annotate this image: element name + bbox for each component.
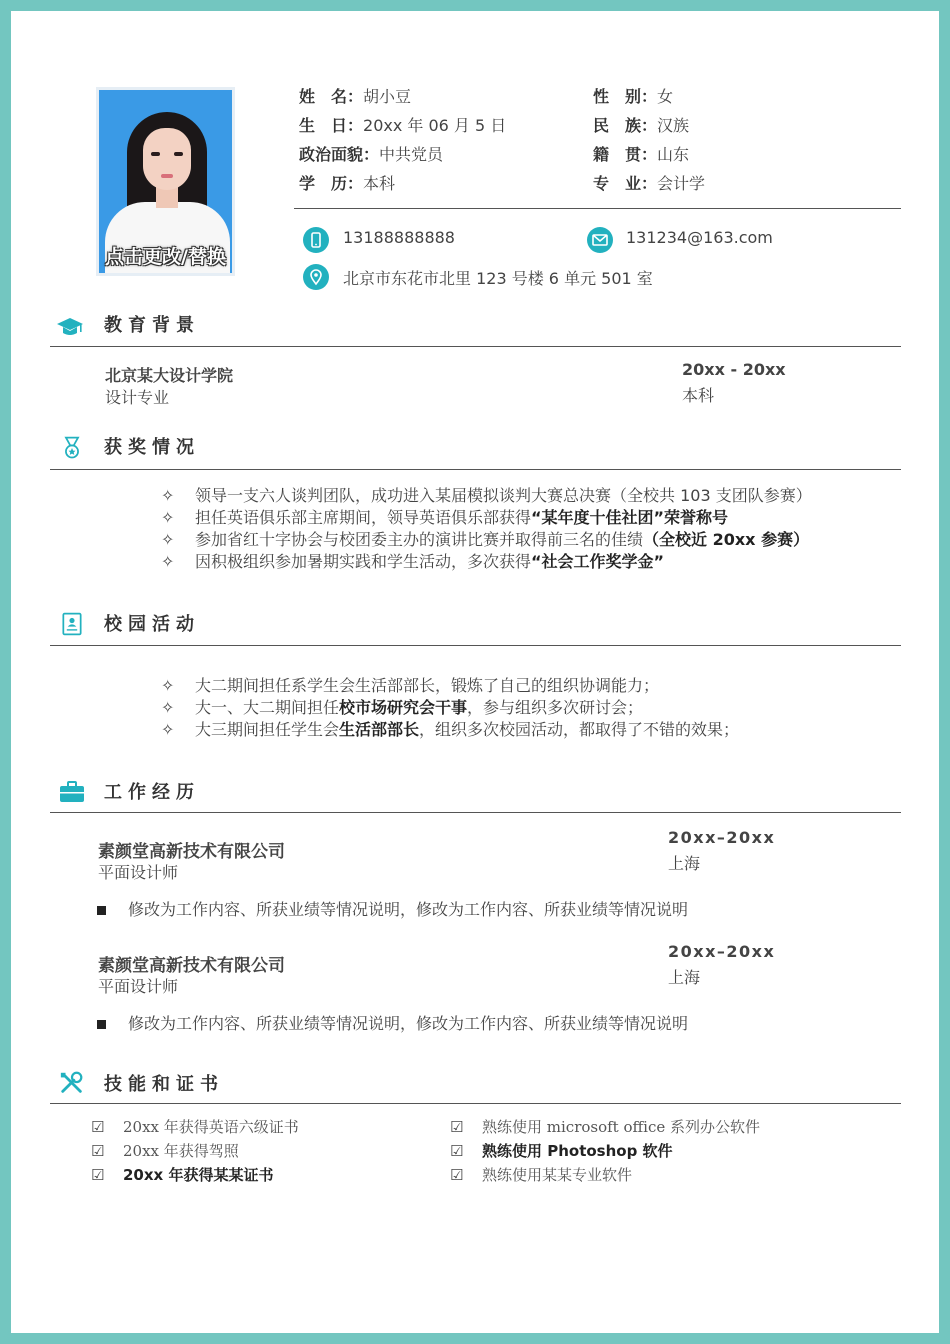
graduation-cap-icon xyxy=(55,314,85,340)
job-period: 20xx–20xx xyxy=(668,828,776,847)
campus-highlight: 生活部部长 xyxy=(339,720,420,739)
native-value: 山东 xyxy=(657,145,690,164)
job-city: 上海 xyxy=(668,968,701,987)
major-label: 专 业： xyxy=(593,174,658,193)
gender-value: 女 xyxy=(657,87,674,106)
photo-lip xyxy=(161,174,173,178)
job-period: 20xx–20xx xyxy=(668,942,776,961)
profile-photo[interactable] xyxy=(96,87,235,276)
native-label: 籍 贯： xyxy=(593,145,658,164)
degree-label: 学 历： xyxy=(299,174,364,193)
major-row xyxy=(593,171,705,194)
job-position: 平面设计师 xyxy=(98,863,179,882)
tools-icon xyxy=(57,1070,87,1096)
name-row xyxy=(299,84,411,107)
list-item xyxy=(161,551,812,573)
diamond-bullet-icon: ✧ xyxy=(161,720,175,739)
square-bullet-icon xyxy=(97,1020,106,1029)
diamond-bullet-icon: ✧ xyxy=(161,530,175,549)
award-text: 领导一支六人谈判团队，成功进入某届模拟谈判大赛总决赛（全校共 103 支团队参赛） xyxy=(195,486,812,505)
campus-divider xyxy=(50,645,901,646)
list-item xyxy=(161,529,812,551)
info-divider xyxy=(294,208,901,209)
gender-label: 性 别： xyxy=(593,87,658,106)
skills-divider xyxy=(50,1103,901,1104)
award-highlight: （全校近 20xx 参赛） xyxy=(643,530,810,549)
list-item xyxy=(161,719,739,741)
work-divider xyxy=(50,812,901,813)
checkbox-icon: ☑ xyxy=(450,1118,464,1136)
checkbox-icon: ☑ xyxy=(91,1166,105,1184)
list-item xyxy=(91,1139,299,1163)
education-period: 20xx - 20xx xyxy=(682,360,786,379)
skills-right-list xyxy=(450,1115,760,1187)
skill-text: 熟练使用 Photoshop 软件 xyxy=(482,1142,673,1160)
briefcase-icon xyxy=(57,779,87,805)
campus-text: 大一、大二期间担任 xyxy=(195,698,340,717)
photo-eye xyxy=(174,152,183,156)
campus-text: ，参与组织多次研讨会； xyxy=(467,698,644,717)
location-icon xyxy=(303,264,329,290)
job-desc-text: 修改为工作内容、所获业绩等情况说明，修改为工作内容、所获业绩等情况说明 xyxy=(128,1014,689,1033)
skills-left-list xyxy=(91,1115,299,1187)
medal-icon xyxy=(57,435,87,461)
square-bullet-icon xyxy=(97,906,106,915)
diamond-bullet-icon: ✧ xyxy=(161,508,175,527)
name-value: 胡小豆 xyxy=(363,87,412,106)
diamond-bullet-icon: ✧ xyxy=(161,676,175,695)
job-position: 平面设计师 xyxy=(98,977,179,996)
award-highlight: “社会工作奖学金” xyxy=(531,552,665,571)
list-item xyxy=(450,1163,760,1187)
diamond-bullet-icon: ✧ xyxy=(161,486,175,505)
political-row xyxy=(299,142,443,165)
address-text: 北京市东花市北里 123 号楼 6 单元 501 室 xyxy=(343,269,653,288)
political-value: 中共党员 xyxy=(379,145,444,164)
degree-row xyxy=(299,171,395,194)
education-title: 教育背景 xyxy=(104,315,200,336)
resume-icon xyxy=(57,611,87,637)
job-city: 上海 xyxy=(668,854,701,873)
skill-text: 熟练使用某某专业软件 xyxy=(482,1166,633,1184)
skill-text: 20xx 年获得驾照 xyxy=(123,1142,239,1160)
skill-text: 20xx 年获得某某证书 xyxy=(123,1166,274,1184)
campus-list xyxy=(161,675,739,741)
education-degree: 本科 xyxy=(682,386,715,405)
job-description xyxy=(97,1011,688,1034)
campus-text: 大三期间担任学生会 xyxy=(195,720,340,739)
education-divider xyxy=(50,346,901,347)
list-item xyxy=(91,1115,299,1139)
checkbox-icon: ☑ xyxy=(450,1142,464,1160)
award-highlight: “某年度十佳社团”荣誉称号 xyxy=(531,508,729,527)
photo-face xyxy=(143,128,191,190)
degree-value: 本科 xyxy=(363,174,396,193)
list-item xyxy=(450,1139,760,1163)
list-item xyxy=(161,697,739,719)
awards-divider xyxy=(50,469,901,470)
school-name: 北京某大设计学院 xyxy=(105,366,234,385)
name-label: 姓 名： xyxy=(299,87,364,106)
checkbox-icon: ☑ xyxy=(91,1142,105,1160)
political-label: 政治面貌： xyxy=(299,145,380,164)
photo-eye xyxy=(151,152,160,156)
list-item xyxy=(161,507,812,529)
list-item xyxy=(91,1163,299,1187)
email-text[interactable]: 131234@163.com xyxy=(626,228,773,247)
photo-change-caption[interactable]: 点击更改/替换 xyxy=(105,246,226,268)
checkbox-icon: ☑ xyxy=(91,1118,105,1136)
awards-list xyxy=(161,485,812,573)
list-item xyxy=(450,1115,760,1139)
list-item xyxy=(161,675,739,697)
school-major: 设计专业 xyxy=(105,388,170,407)
birth-label: 生 日： xyxy=(299,116,364,135)
native-row xyxy=(593,142,689,165)
birth-row xyxy=(299,113,506,136)
campus-text: 大二期间担任系学生会生活部部长，锻炼了自己的组织协调能力； xyxy=(195,676,660,695)
resume-page xyxy=(11,11,939,1333)
ethnic-label: 民 族： xyxy=(593,116,658,135)
phone-text[interactable]: 13188888888 xyxy=(343,228,455,247)
awards-title: 获奖情况 xyxy=(104,437,200,458)
gender-row xyxy=(593,84,673,107)
work-title: 工作经历 xyxy=(104,782,200,803)
skills-title: 技能和证书 xyxy=(104,1074,224,1095)
job-company: 素颜堂高新技术有限公司 xyxy=(98,842,285,862)
job-company: 素颜堂高新技术有限公司 xyxy=(98,956,285,976)
ethnic-row xyxy=(593,113,689,136)
award-text: 因积极组织参加暑期实践和学生活动，多次获得 xyxy=(195,552,532,571)
phone-icon xyxy=(303,227,329,253)
checkbox-icon: ☑ xyxy=(450,1166,464,1184)
award-text: 参加省红十字协会与校团委主办的演讲比赛并取得前三名的佳绩 xyxy=(195,530,644,549)
job-description xyxy=(97,897,688,920)
list-item xyxy=(161,485,812,507)
ethnic-value: 汉族 xyxy=(657,116,690,135)
birth-value: 20xx 年 06 月 5 日 xyxy=(363,116,507,135)
campus-text: ，组织多次校园活动，都取得了不错的效果； xyxy=(419,720,740,739)
diamond-bullet-icon: ✧ xyxy=(161,552,175,571)
award-text: 担任英语俱乐部主席期间，领导英语俱乐部获得 xyxy=(195,508,532,527)
skill-text: 20xx 年获得英语六级证书 xyxy=(123,1118,299,1136)
major-value: 会计学 xyxy=(657,174,706,193)
email-icon xyxy=(587,227,613,253)
diamond-bullet-icon: ✧ xyxy=(161,698,175,717)
campus-highlight: 校市场研究会干事 xyxy=(339,698,468,717)
campus-title: 校园活动 xyxy=(104,614,200,635)
job-desc-text: 修改为工作内容、所获业绩等情况说明，修改为工作内容、所获业绩等情况说明 xyxy=(128,900,689,919)
skill-text: 熟练使用 microsoft office 系列办公软件 xyxy=(482,1118,760,1136)
